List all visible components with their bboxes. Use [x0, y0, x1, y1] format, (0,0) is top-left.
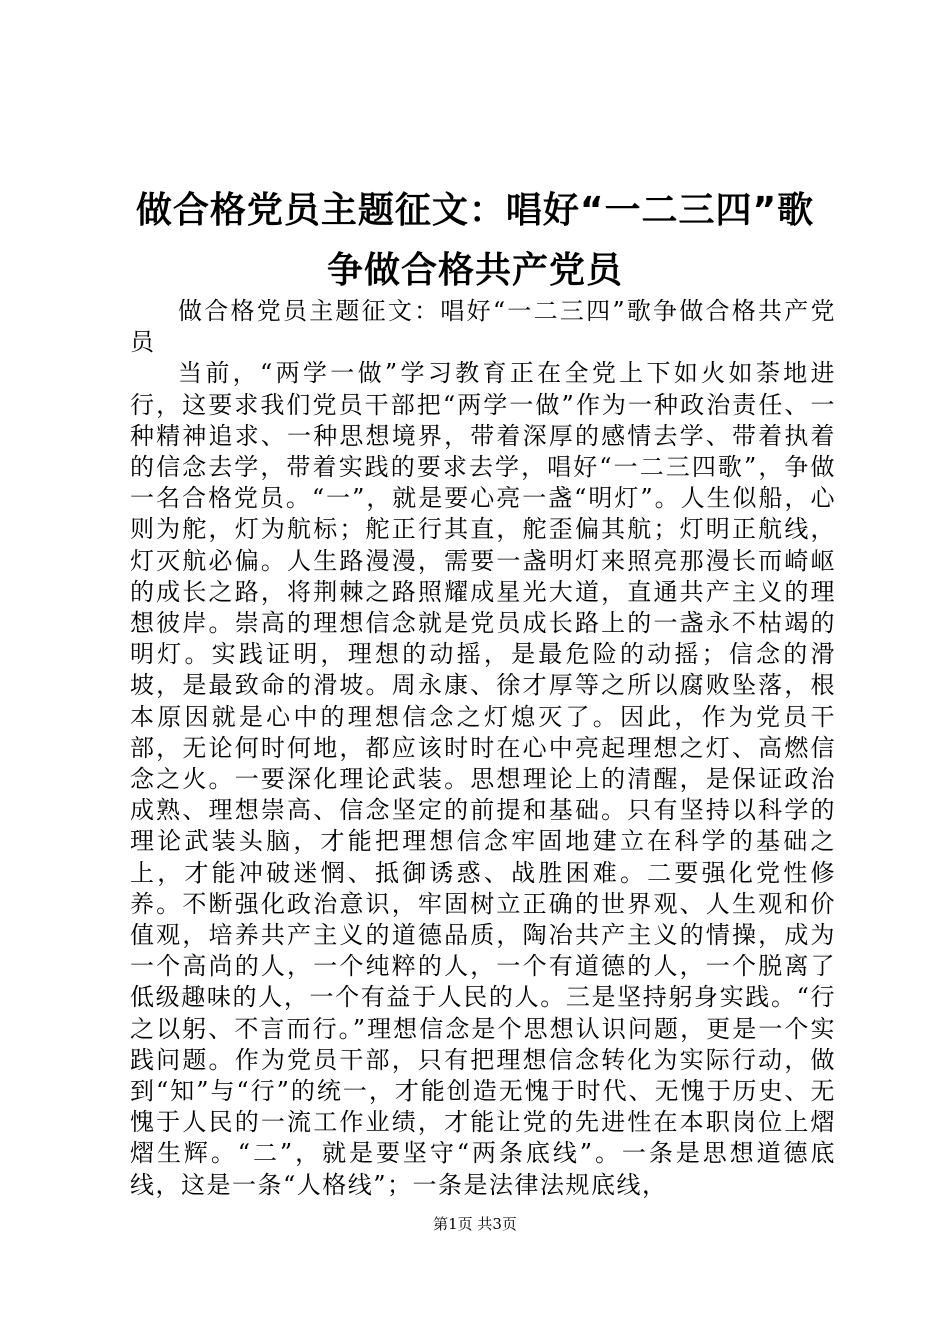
paragraph-heading-repeat: 做合格党员主题征文：唱好“一二三四”歌争做合格共产党员: [130, 297, 836, 357]
document-body: [130, 296, 836, 1201]
document-title-line1: 做合格党员主题征文：唱好“一二三四”歌: [135, 190, 815, 231]
document-title-line2: 争做合格共产党员: [326, 250, 623, 291]
page-number-footer: 第1页 共3页: [433, 1215, 517, 1233]
paragraph-main: 当前，“两学一做”学习教育正在全党上下如火如荼地进行，这要求我们党员干部把“两学一做”作为一种政治责任、一种精神追求、一种思想境界，带着深厚的感情去学、带着执着的信念去学，带着实践的要求去学，唱好“一二三四歌”，争做一名合格党员。“一”，就是要心亮一盏“明灯”。人生似船，心则为舵，灯为航标；舵正行其直，舵歪偏其航；灯明正航线，灯灭航必偏。人生路漫漫，需要一盏明灯来照亮那漫长而崎岖的成长之路，将荆棘之路照耀成星光大道，直通共产主义的理想彼岸。崇高的理想信念就是党员成长路上的一盏永不枯竭的明灯。实践证明，理想的动摇，是最危险的动摇；信念的滑坡，是最致命的滑坡。周永康、徐才厚等之所以腐败坠落，根本原因就是心中的理想信念之灯熄灭了。因此，作为党员干部，无论何时何地，都应该时时在心中亮起理想之灯、高燃信念之火。一要深化理论武装。思想理论上的清醒，是保证政治成熟、理想崇高、信念坚定的前提和基础。只有坚持以科学的理论武装头脑，才能把理想信念牢固地建立在科学的基础之上，才能冲破迷惘、抵御诱惑、战胜困难。二要强化党性修养。不断强化政治意识，牢固树立正确的世界观、人生观和价值观，培养共产主义的道德品质，陶冶共产主义的情操，成为一个高尚的人，一个纯粹的人，一个有道德的人，一个脱离了低级趣味的人，一个有益于人民的人。三是坚持躬身实践。“行之以躬、不言而行。”理想信念是个思想认识问题，更是一个实践问题。作为党员干部，只有把理想信念转化为实际行动，做到“知”与“行”的统一，才能创造无愧于时代、无愧于历史、无愧于人民的一流工作业绩，才能让党的先进性在本职岗位上熠熠生辉。“二”，就是要坚守“两条底线”。一条是思想道德底线，这是一条“人格线”；一条是法律法规底线，: [130, 359, 836, 1199]
